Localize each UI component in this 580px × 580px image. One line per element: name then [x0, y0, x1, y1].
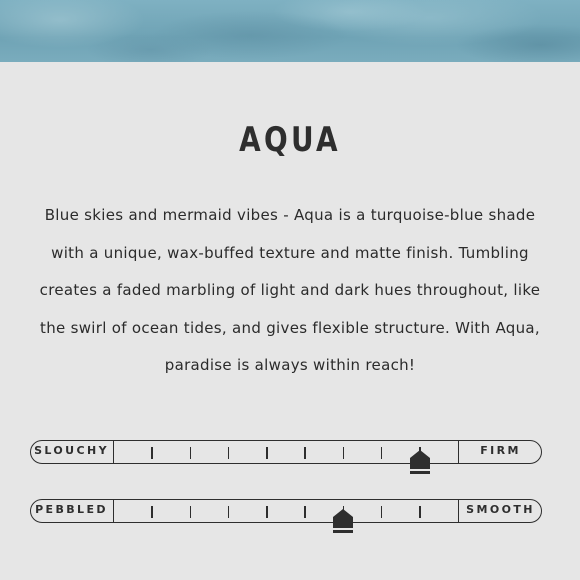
- scale-tick: [266, 506, 268, 518]
- leather-swatch-image: [0, 0, 580, 62]
- scale-tick: [304, 506, 306, 518]
- product-title: AQUA: [239, 120, 341, 160]
- scale-slouchy-firm: [30, 440, 542, 464]
- scale-tick: [228, 447, 230, 459]
- scale-tick: [343, 447, 345, 459]
- scale-tick: [190, 506, 192, 518]
- scale-tick: [381, 506, 383, 518]
- scale-tick: [151, 506, 153, 518]
- scale-marker-icon: [410, 450, 430, 476]
- scale-tick: [190, 447, 192, 459]
- product-description: Blue skies and mermaid vibes - Aqua is a turquoise-blue shade with a unique, wax-buffed texture and matte finish. Tumbling creates a faded marbling of light and dark hues throughout, like the swirl of ocean tides, and gives flexible structure. With Aqua, paradise is always within reach!: [39, 206, 541, 374]
- scale-right-label: FIRM: [458, 440, 542, 464]
- scale-tick: [266, 447, 268, 459]
- scale-left-label: PEBBLED: [30, 499, 114, 523]
- scale-right-label: SMOOTH: [458, 499, 542, 523]
- scale-tick: [419, 506, 421, 518]
- scale-pebbled-smooth: [30, 499, 542, 523]
- scale-left-label: SLOUCHY: [30, 440, 114, 464]
- scale-marker-icon: [333, 509, 353, 535]
- scale-tick: [304, 447, 306, 459]
- scale-tick: [381, 447, 383, 459]
- scale-tick: [151, 447, 153, 459]
- scale-tick: [228, 506, 230, 518]
